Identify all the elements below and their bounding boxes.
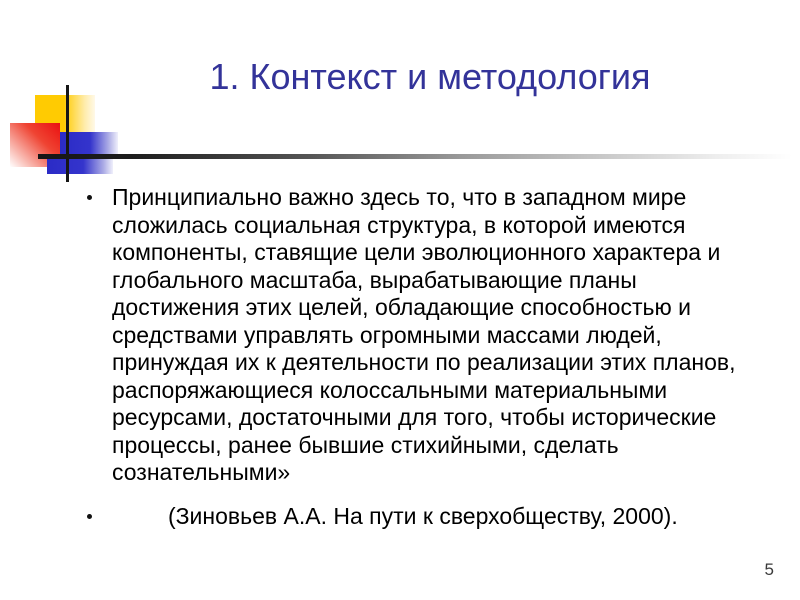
text-line: (Зиновьев А.А. На пути к сверхобществу, 2000). [168, 502, 678, 529]
bullet-icon [87, 195, 92, 200]
text-line: средствами управлять огромными массами людей, [112, 321, 662, 348]
bullet-text [112, 503, 785, 531]
slide-title: 1. Контекст и методология [209, 56, 651, 97]
bullet-list [85, 184, 785, 530]
text-line: глобального масштаба, вырабатывающие планы [112, 266, 637, 293]
text-line: ресурсами, достаточными для того, чтобы исторические [112, 404, 717, 430]
blue-square-lower-icon [47, 159, 113, 174]
bullet-text [112, 184, 785, 487]
text-line: достижения этих целей, обладающие способностью и [112, 294, 691, 320]
bullet-icon [87, 514, 92, 519]
page-number: 5 [764, 560, 774, 579]
list-item [85, 184, 785, 487]
text-line: принуждая их к деятельности по реализации этих планов, [112, 349, 736, 375]
vertical-line [66, 85, 69, 182]
text-line: сознательными» [112, 459, 291, 485]
text-line: компоненты, ставящие цели эволюционного характера и [112, 239, 721, 265]
list-item [85, 503, 785, 531]
text-line: сложилась социальная структура, в которой имеются [112, 211, 686, 238]
text-line: процессы, ранее бывшие стихийными, сделать [112, 431, 619, 458]
text-line: Принципиально важно здесь то, что в западном мире [112, 184, 687, 210]
horizontal-rule [38, 154, 792, 159]
text-line: распоряжающиеся колоссальными материальными [112, 376, 668, 403]
